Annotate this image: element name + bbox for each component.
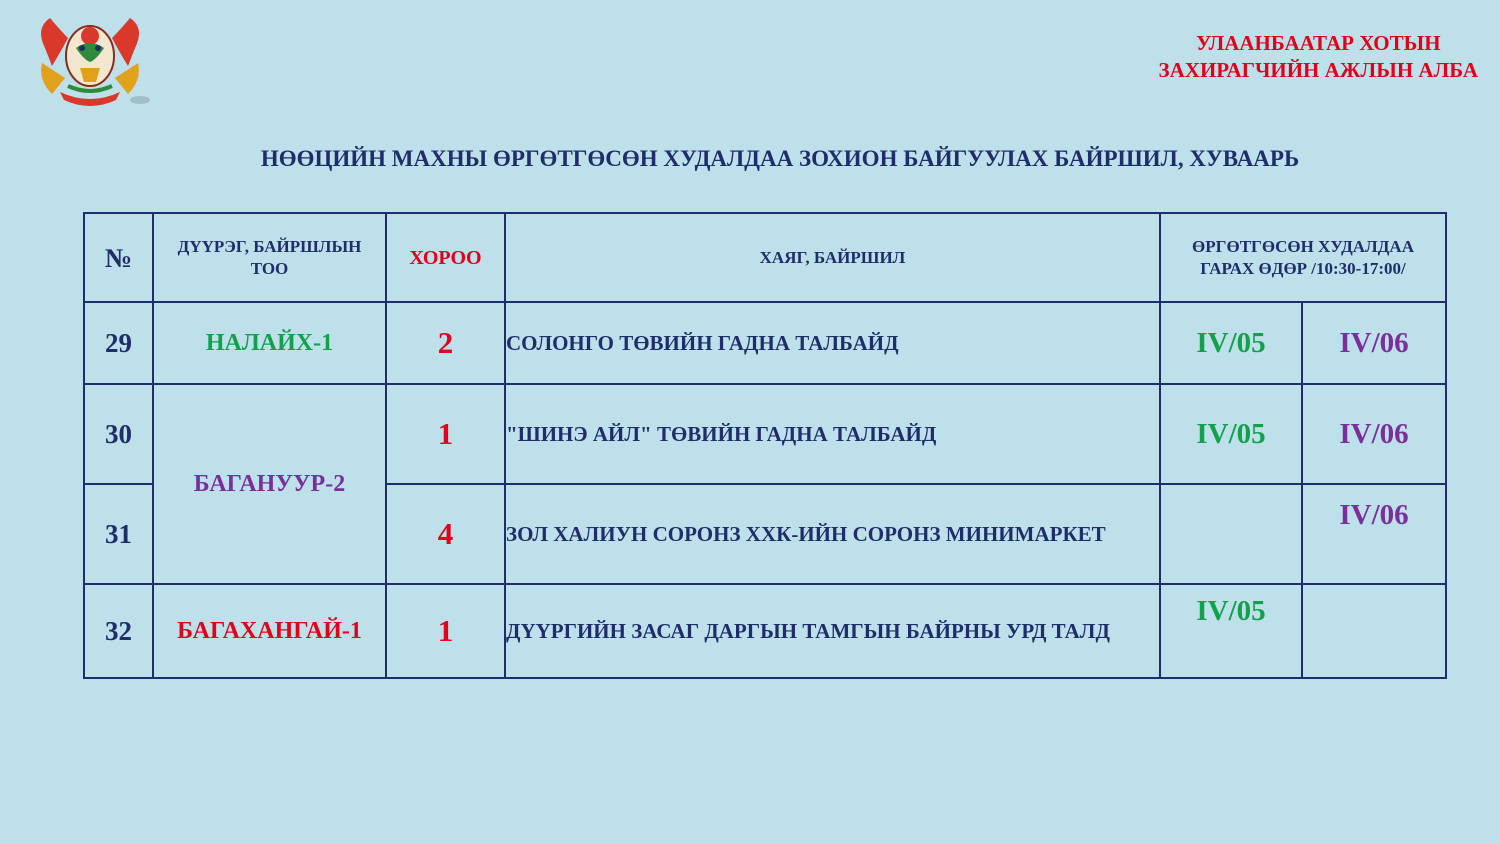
org-line-1: УЛААНБААТАР ХОТЫН bbox=[1195, 31, 1441, 55]
row-address: ЗОЛ ХАЛИУН СОРОНЗ ХХК-ИЙН СОРОНЗ МИНИМАРКЕТ bbox=[505, 484, 1160, 584]
row-district: БАГАНУУР-2 bbox=[153, 384, 386, 584]
row-district: НАЛАЙХ-1 bbox=[153, 302, 386, 384]
header-num: № bbox=[84, 213, 153, 302]
row-num: 29 bbox=[84, 302, 153, 384]
table-row bbox=[84, 302, 1446, 384]
row-address: ДҮҮРГИЙН ЗАСАГ ДАРГЫН ТАМГЫН БАЙРНЫ УРД ТАЛД bbox=[505, 584, 1160, 678]
table-row bbox=[84, 384, 1446, 484]
emblem-icon bbox=[30, 8, 150, 108]
row-address: СОЛОНГО ТӨВИЙН ГАДНА ТАЛБАЙД bbox=[505, 302, 1160, 384]
row-date-2 bbox=[1302, 584, 1446, 678]
row-address: "ШИНЭ АЙЛ" ТӨВИЙН ГАДНА ТАЛБАЙД bbox=[505, 384, 1160, 484]
row-date-1: IV/05 bbox=[1160, 584, 1302, 678]
table-row bbox=[84, 584, 1446, 678]
row-khoroo: 2 bbox=[386, 302, 505, 384]
row-district: БАГАХАНГАЙ-1 bbox=[153, 584, 386, 678]
organization-name bbox=[1159, 30, 1478, 84]
row-khoroo: 1 bbox=[386, 584, 505, 678]
header-dates-line-1: ӨРГӨТГӨСӨН ХУДАЛДАА bbox=[1192, 236, 1414, 256]
row-date-2: IV/06 bbox=[1302, 384, 1446, 484]
header-address: ХАЯГ, БАЙРШИЛ bbox=[505, 213, 1160, 302]
row-num: 30 bbox=[84, 384, 153, 484]
header-khoroo: ХОРОО bbox=[386, 213, 505, 302]
header-district-line-2: ТОО bbox=[250, 258, 289, 278]
schedule-table bbox=[83, 212, 1447, 679]
table-header-row bbox=[84, 213, 1446, 302]
row-num: 31 bbox=[84, 484, 153, 584]
row-date-1 bbox=[1160, 484, 1302, 584]
header-district bbox=[153, 213, 386, 302]
row-date-1: IV/05 bbox=[1160, 384, 1302, 484]
page-title: НӨӨЦИЙН МАХНЫ ӨРГӨТГӨСӨН ХУДАЛДАА ЗОХИОН БАЙГУУЛАХ БАЙРШИЛ, ХУВААРЬ bbox=[260, 146, 1300, 171]
row-khoroo: 4 bbox=[386, 484, 505, 584]
header-dates-line-2: ГАРАХ ӨДӨР /10:30-17:00/ bbox=[1200, 258, 1406, 278]
row-date-2: IV/06 bbox=[1302, 484, 1446, 584]
header-district-line-1: ДҮҮРЭГ, БАЙРШЛЫН bbox=[177, 236, 362, 256]
org-line-2: ЗАХИРАГЧИЙН АЖЛЫН АЛБА bbox=[1158, 58, 1478, 82]
row-date-2: IV/06 bbox=[1302, 302, 1446, 384]
row-num: 32 bbox=[84, 584, 153, 678]
header-dates bbox=[1160, 213, 1446, 302]
row-khoroo: 1 bbox=[386, 384, 505, 484]
row-date-1: IV/05 bbox=[1160, 302, 1302, 384]
